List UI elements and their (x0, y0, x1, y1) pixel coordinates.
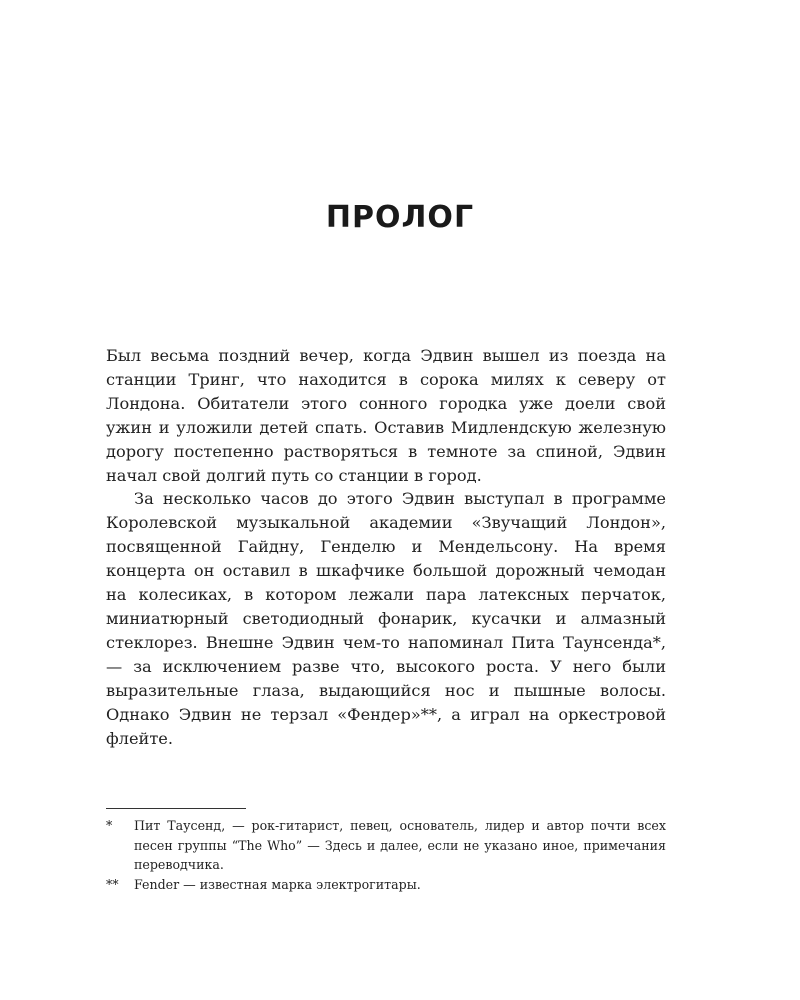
footnote-divider (106, 808, 246, 809)
footnote-mark: * (106, 818, 113, 833)
chapter-title: ПРОЛОГ (325, 200, 475, 235)
footnote-text: Пит Таусенд, — рок-гитарист, певец, основатель, лидер и автор почти всех песен группы “The Who” — Здесь и далее, если не указано иное, примечания переводчика. (134, 818, 666, 872)
chapter-body (106, 344, 666, 750)
footnote-mark: ** (106, 876, 119, 892)
footnote-text: Fender — известная марка электрогитары. (134, 876, 421, 892)
footnotes (106, 816, 666, 894)
footnote-2 (106, 875, 666, 895)
paragraph-1: Был весьма поздний вечер, когда Эдвин вышел из поезда на станции Тринг, что находится в сорока милях к северу от Лондона. Обитатели этого сонного городка уже доели свой ужин и уложили детей спать. Оставив Мидлендскую железную дорогу постепенно растворяться в темноте за спиной, Эдвин начал свой долгий путь со станции в город. (106, 346, 666, 485)
paragraph-2: За несколько часов до этого Эдвин выступал в программе Королевской музыкальной академии «Звучащий Лондон», посвященной Гайдну, Генделю и Мендельсону. На время концерта он оставил в шкафчике большой дорожный чемодан на колесиках, в котором лежали пара латексных перчаток, миниатюрный светодиодный фонарик, кусачки и алмазный стеклорез. Внешне Эдвин чем-то напоминал Пита Таунсенда*, — за исключением разве что, высокого роста. У него были выразительные глаза, выдающийся нос и пышные волосы. Однако Эдвин не терзал «Фендер»**, а играл на оркестровой флейте. (106, 489, 666, 748)
footnote-1 (106, 816, 666, 875)
